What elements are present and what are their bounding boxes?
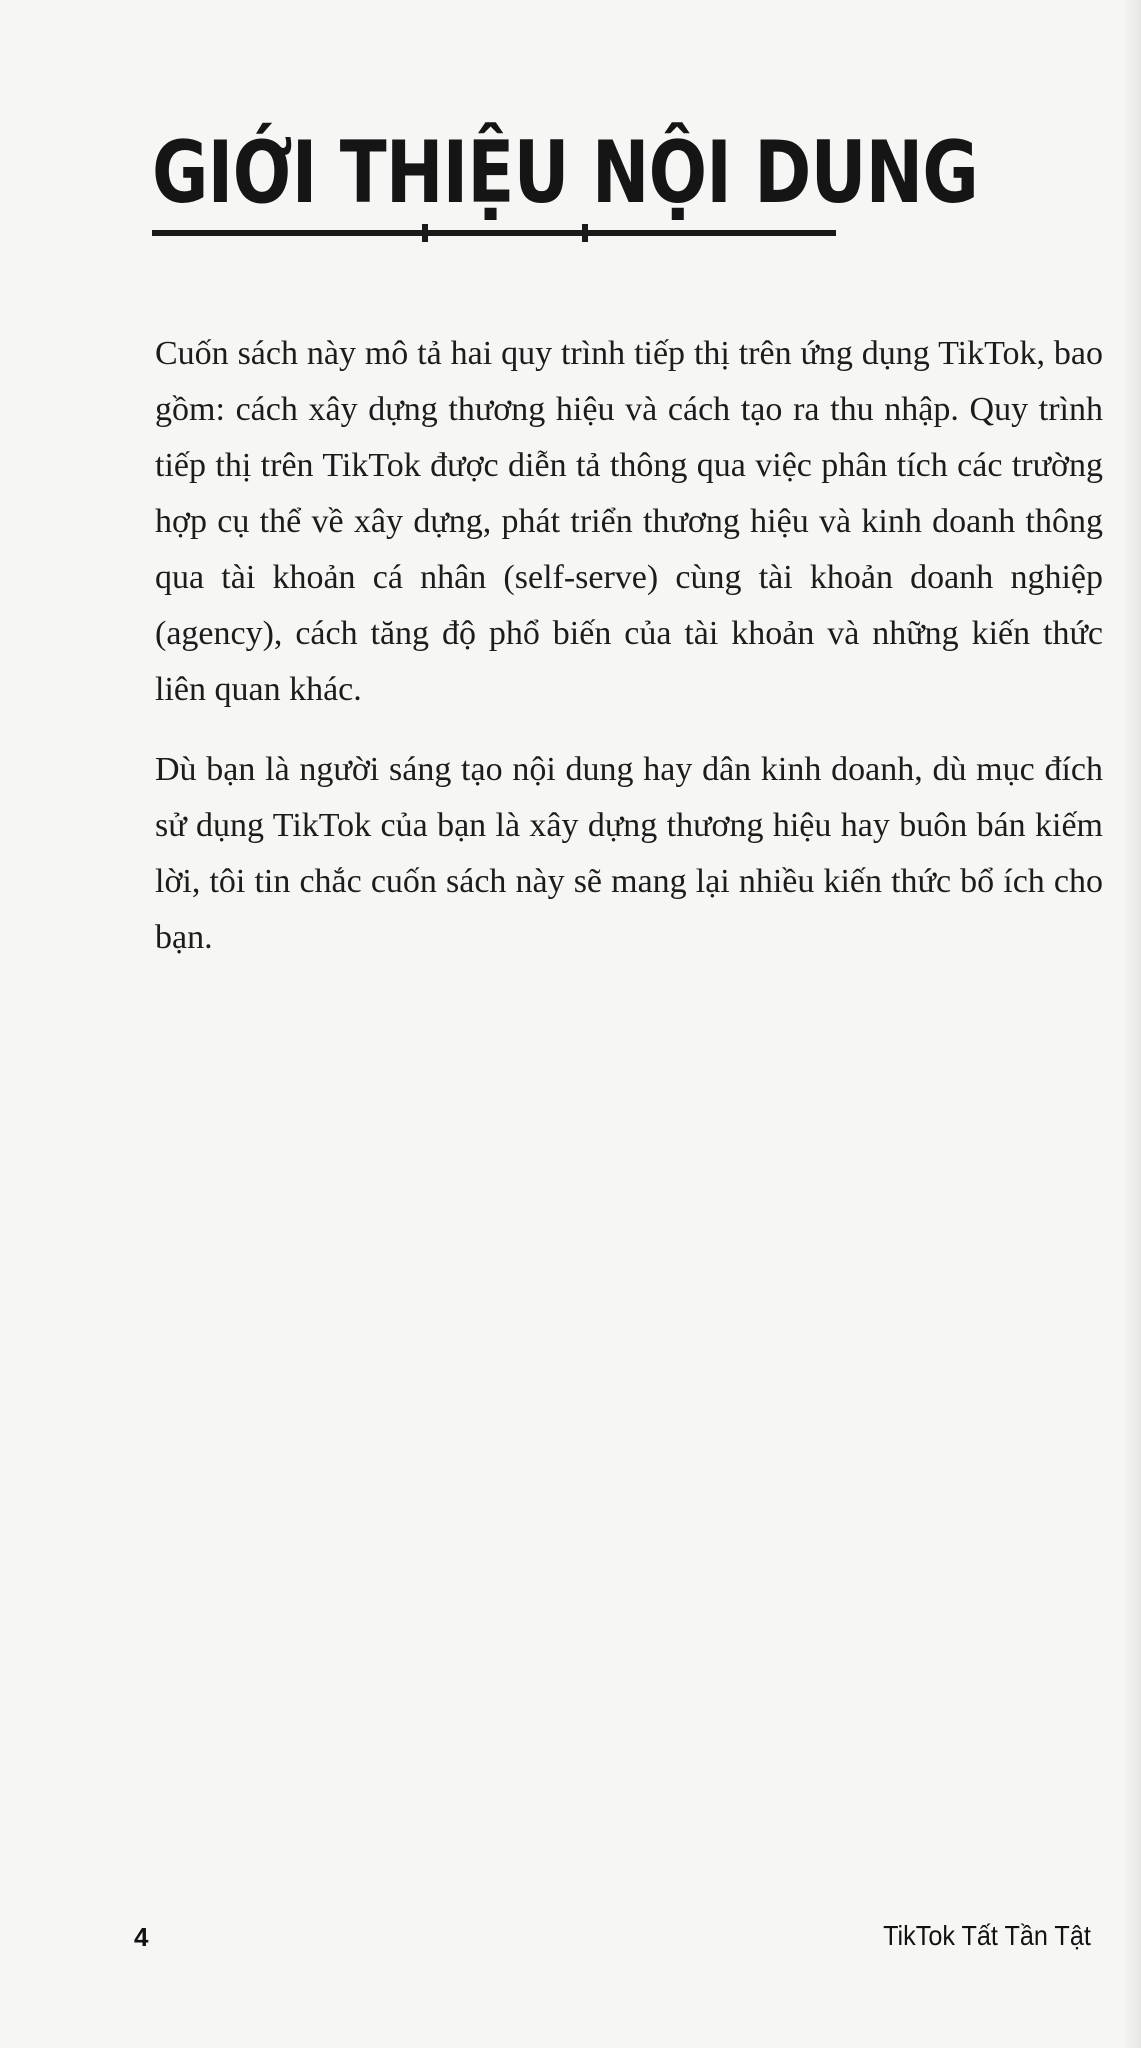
running-footer-book-title: TikTok Tất Tần Tật xyxy=(883,1920,1091,1951)
title-underline-tick xyxy=(422,224,428,242)
title-underline xyxy=(152,230,836,236)
body-text xyxy=(155,326,1103,990)
page-number: 4 xyxy=(134,1922,149,1952)
page-edge-shadow xyxy=(1123,0,1141,2048)
paragraph-intro: Cuốn sách này mô tả hai quy trình tiếp thị trên ứng dụng TikTok, bao gồm: cách xây dựng thương hiệu và cách tạo ra thu nhập. Quy trình tiếp thị trên TikTok được diễn tả thông qua việc phân tích các trường hợp cụ thể về xây dựng, phát triển thương hiệu và kinh doanh thông qua tài khoản cá nhân (self-serve) cùng tài khoản doanh nghiệp (agency), cách tăng độ phổ biến của tài khoản và những kiến thức liên quan khác. xyxy=(155,335,1103,708)
title-underline-tick xyxy=(582,224,588,242)
paragraph-audience: Dù bạn là người sáng tạo nội dung hay dân kinh doanh, dù mục đích sử dụng TikTok của bạn là xây dựng thương hiệu hay buôn bán kiếm lời, tôi tin chắc cuốn sách này sẽ mang lại nhiều kiến thức bổ ích cho bạn. xyxy=(155,751,1103,956)
title-block xyxy=(152,118,979,228)
page-title: GIỚI THIỆU NỘI DUNG xyxy=(152,123,979,223)
